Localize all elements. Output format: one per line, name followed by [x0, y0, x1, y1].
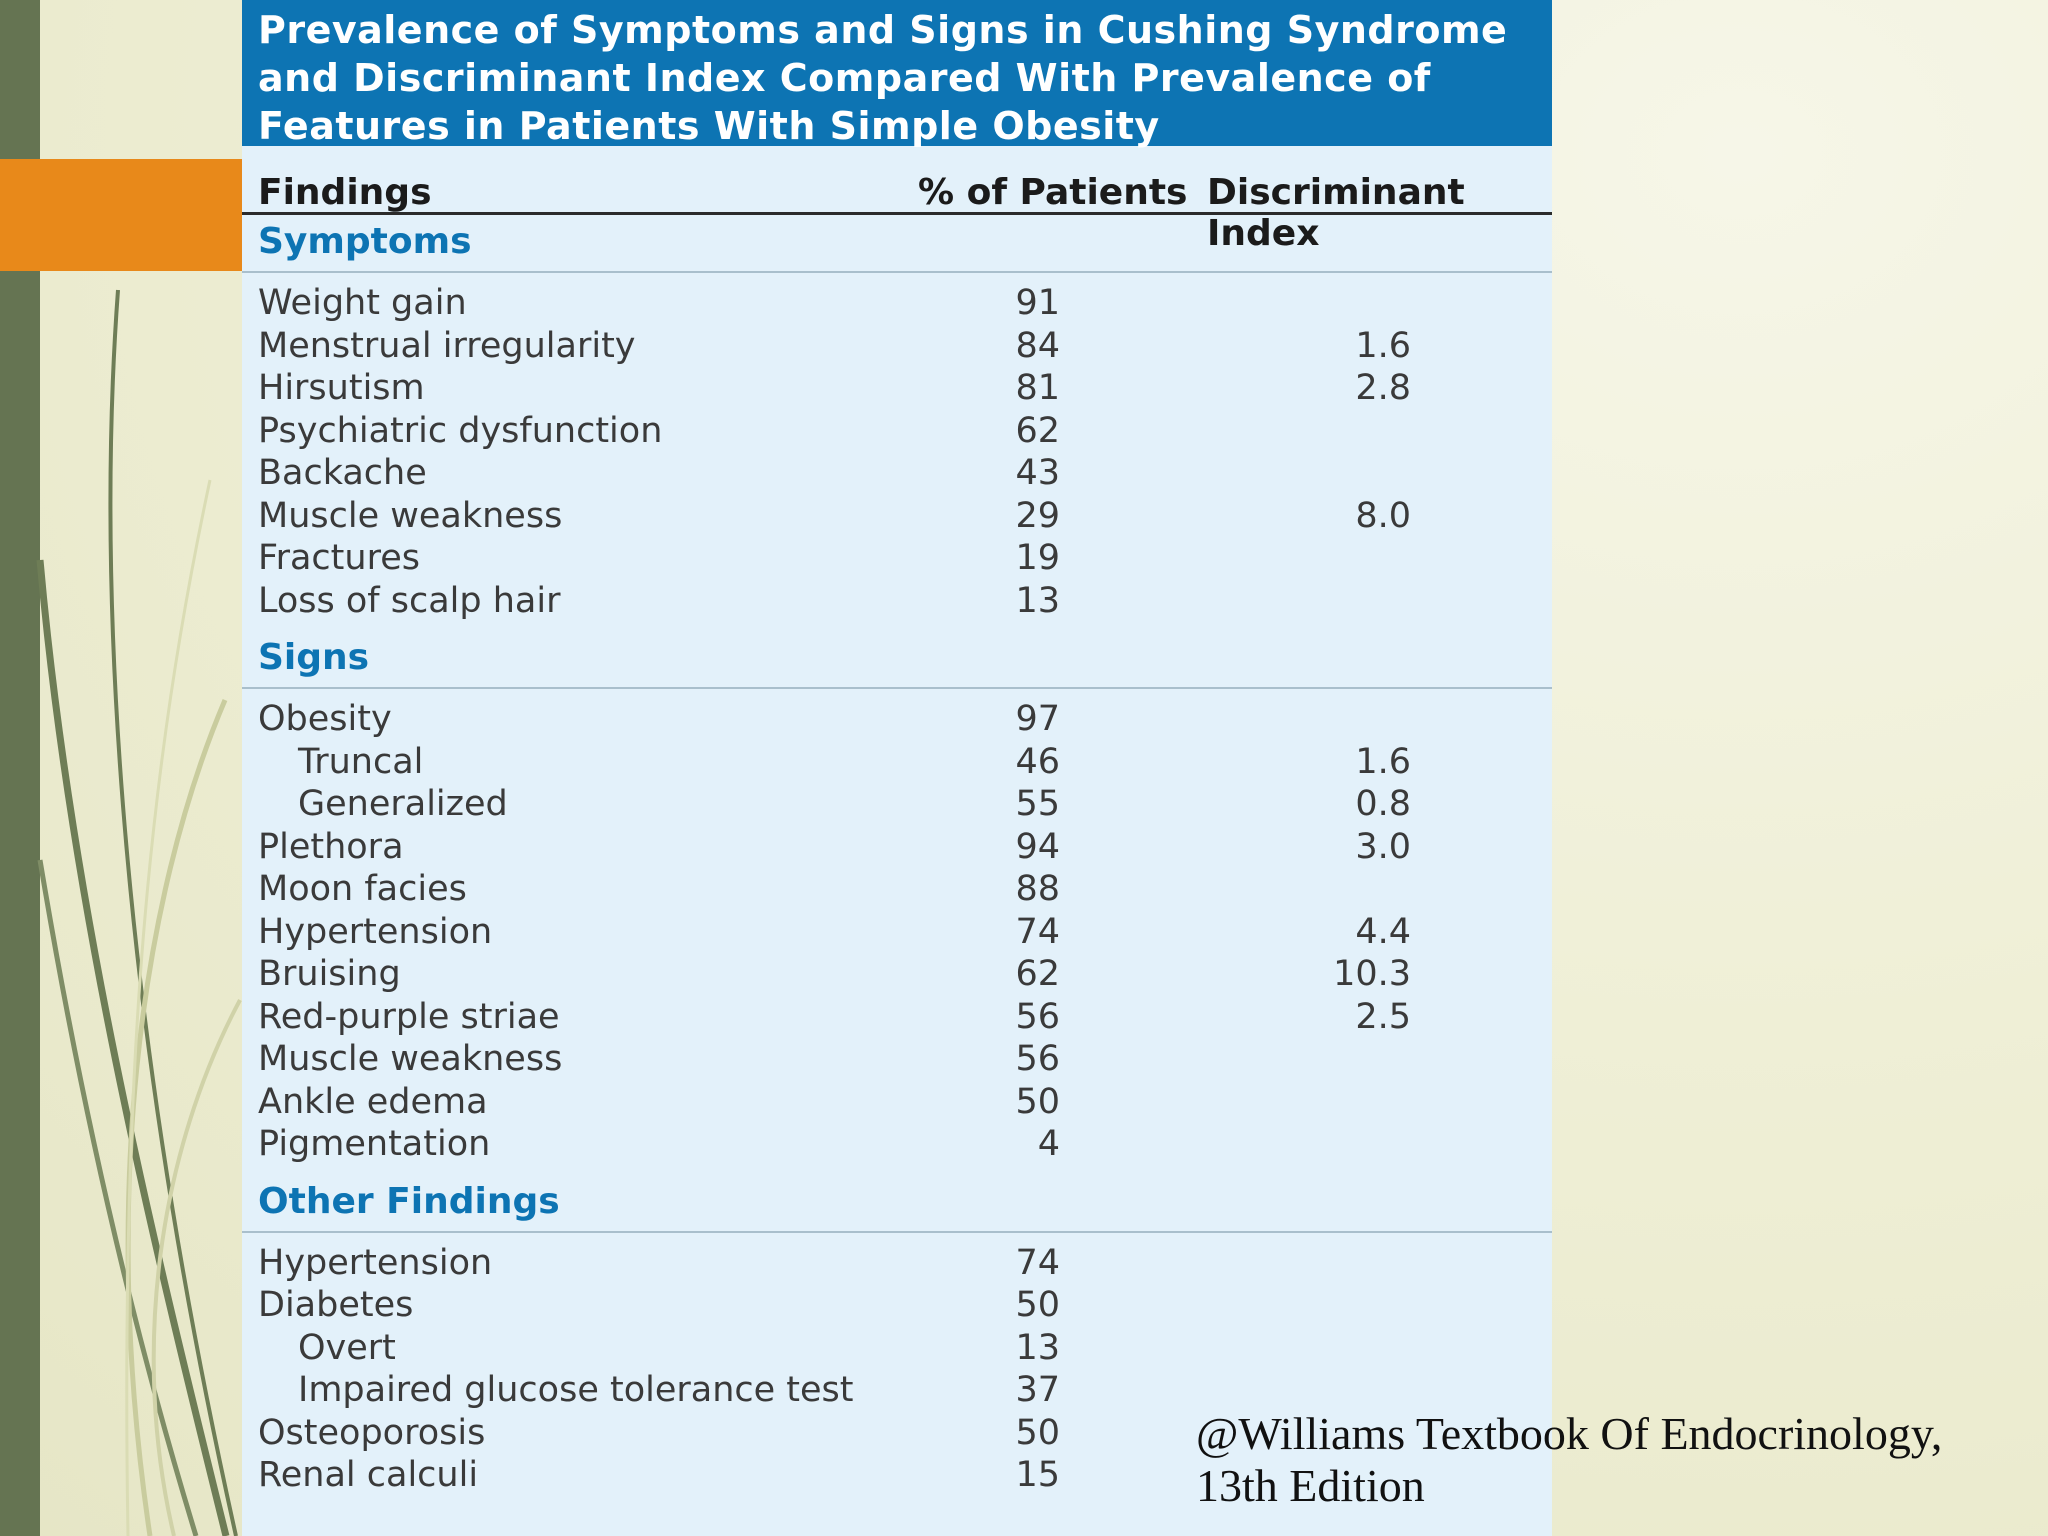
- table-row: [242, 742, 1552, 785]
- table-row: [242, 827, 1552, 870]
- discriminant-index-value: 0.8: [1355, 784, 1411, 824]
- finding-name: Fractures: [258, 538, 420, 578]
- orange-accent-tab: [0, 159, 242, 271]
- citation-line-1: @Williams Textbook Of Endocrinology,: [1196, 1408, 1943, 1459]
- table-row: [242, 784, 1552, 827]
- column-header-discriminant-index: Discriminant Index: [1207, 172, 1465, 254]
- percent-value: 62: [1015, 954, 1060, 994]
- finding-name: Impaired glucose tolerance test: [298, 1370, 854, 1410]
- percent-value: 43: [1015, 453, 1060, 493]
- table-row: [242, 954, 1552, 997]
- finding-name: Menstrual irregularity: [258, 325, 636, 366]
- table-row: [242, 1370, 1552, 1413]
- finding-name: Plethora: [258, 826, 404, 867]
- percent-value: 37: [1015, 1370, 1060, 1410]
- finding-name: Generalized: [298, 784, 508, 824]
- section-rows-signs: [242, 689, 1552, 1175]
- finding-name: Overt: [298, 1327, 396, 1368]
- finding-name: Obesity: [258, 699, 392, 739]
- table-row: [242, 699, 1552, 742]
- table-row: [242, 326, 1552, 369]
- table-row: [242, 283, 1552, 326]
- column-header-findings: Findings: [258, 172, 432, 213]
- percent-value: 84: [1015, 325, 1060, 366]
- finding-name: Hirsutism: [258, 368, 425, 408]
- table-row: [242, 1243, 1552, 1286]
- table-row: [242, 368, 1552, 411]
- percent-value: 19: [1015, 538, 1060, 578]
- table-row: [242, 496, 1552, 539]
- percent-value: 94: [1015, 826, 1060, 867]
- citation-line-2: 13th Edition: [1196, 1460, 1425, 1511]
- percent-value: 15: [1015, 1455, 1060, 1495]
- percent-value: 91: [1015, 283, 1060, 323]
- table-row: [242, 1328, 1552, 1371]
- column-header-percent-of-patients: % of Patients: [918, 172, 1188, 213]
- finding-name: Bruising: [258, 954, 401, 994]
- finding-name: Truncal: [298, 741, 424, 782]
- table-row: [242, 997, 1552, 1040]
- finding-name: Muscle weakness: [258, 495, 563, 536]
- finding-name: Diabetes: [258, 1285, 414, 1325]
- discriminant-index-value: 8.0: [1355, 495, 1411, 536]
- finding-name: Ankle edema: [258, 1081, 488, 1122]
- percent-value: 74: [1015, 1242, 1060, 1283]
- finding-name: Osteoporosis: [258, 1412, 486, 1453]
- finding-name: Hypertension: [258, 1242, 493, 1283]
- section-title-other-findings: Other Findings: [242, 1175, 1552, 1233]
- table-row: [242, 453, 1552, 496]
- table-row: [242, 1285, 1552, 1328]
- discriminant-index-value: 10.3: [1333, 954, 1411, 994]
- finding-name: Pigmentation: [258, 1124, 491, 1164]
- percent-value: 97: [1015, 699, 1060, 739]
- finding-name: Loss of scalp hair: [258, 580, 561, 621]
- percent-value: 50: [1015, 1412, 1060, 1453]
- section-title-signs: Signs: [242, 631, 1552, 689]
- percent-value: 74: [1015, 911, 1060, 952]
- source-citation: [1196, 1408, 1942, 1512]
- percent-value: 50: [1015, 1285, 1060, 1325]
- finding-name: Hypertension: [258, 911, 493, 952]
- table-row: [242, 411, 1552, 454]
- discriminant-index-value: 4.4: [1355, 911, 1411, 952]
- percent-value: 50: [1015, 1081, 1060, 1122]
- table-row: [242, 869, 1552, 912]
- percent-value: 55: [1015, 784, 1060, 824]
- percent-value: 46: [1015, 741, 1060, 782]
- table-row: [242, 581, 1552, 624]
- finding-name: Renal calculi: [258, 1455, 479, 1495]
- table-row: [242, 1082, 1552, 1125]
- table-row: [242, 1124, 1552, 1167]
- discriminant-index-value: 3.0: [1355, 826, 1411, 867]
- finding-name: Backache: [258, 453, 427, 493]
- section-title-symptoms: Symptoms: [242, 215, 1552, 273]
- percent-value: 13: [1015, 1327, 1060, 1368]
- section-rows-symptoms: [242, 273, 1552, 631]
- percent-value: 56: [1015, 1039, 1060, 1079]
- percent-value: 4: [1037, 1124, 1060, 1164]
- finding-name: Psychiatric dysfunction: [258, 410, 663, 451]
- findings-table: [242, 0, 1552, 1536]
- table-row: [242, 912, 1552, 955]
- table-title: Prevalence of Symptoms and Signs in Cushing Syndrome and Discriminant Index Compared With Prevalence of Features in Patients With Simple Obesity: [242, 0, 1552, 146]
- percent-value: 13: [1015, 580, 1060, 621]
- percent-value: 88: [1015, 869, 1060, 909]
- finding-name: Red-purple striae: [258, 996, 560, 1037]
- finding-name: Muscle weakness: [258, 1039, 563, 1079]
- table-row: [242, 538, 1552, 581]
- finding-name: Moon facies: [258, 869, 467, 909]
- discriminant-index-value: 1.6: [1355, 325, 1411, 366]
- finding-name: Weight gain: [258, 283, 467, 323]
- percent-value: 62: [1015, 410, 1060, 451]
- percent-value: 81: [1015, 368, 1060, 408]
- percent-value: 56: [1015, 996, 1060, 1037]
- discriminant-index-value: 2.8: [1355, 368, 1411, 408]
- table-row: [242, 1039, 1552, 1082]
- percent-value: 29: [1015, 495, 1060, 536]
- discriminant-index-value: 1.6: [1355, 741, 1411, 782]
- discriminant-index-value: 2.5: [1355, 996, 1411, 1037]
